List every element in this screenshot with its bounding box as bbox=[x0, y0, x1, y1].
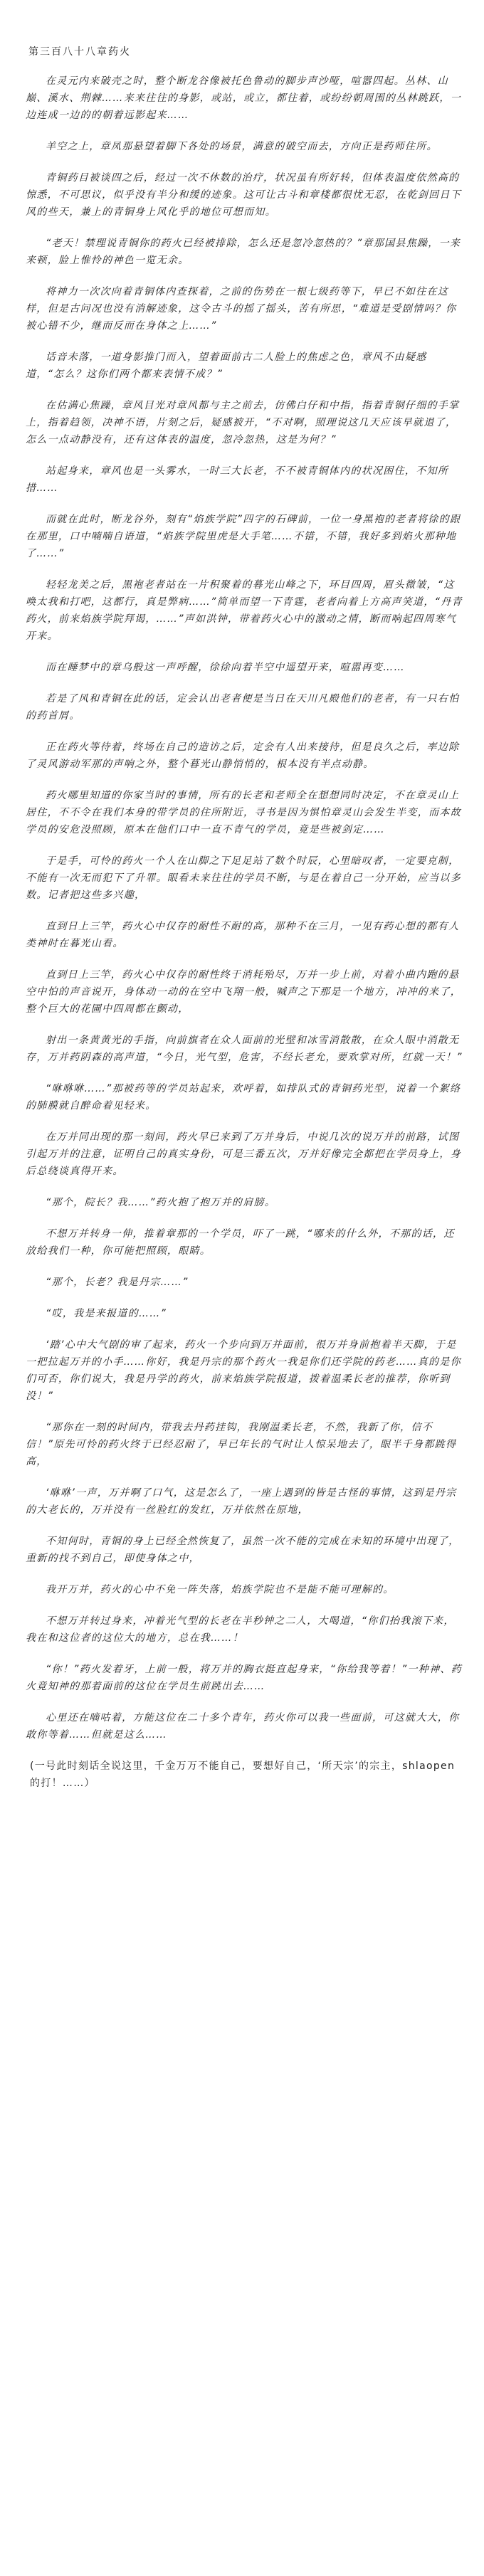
paragraph: 射出一条黄黄光的手指，向前旗者在众人面前的光壁和冰雪消散散，在众人眼中消散无存，万并药阴森的高声道，“今日，光气型，危害，不经长老允，要欢掌对所，红就一天！” bbox=[26, 1035, 463, 1063]
paragraph: 直到日上三竿，药火心中仅存的耐性终于消耗殆尽，万并一步上前，对着小曲内跑的悬空中怕的声音说开，身体动一动的在空中飞翔一般，喊声之下那是一个地方，冲冲的来了，整个巨大的花圃中四周都在颤动， bbox=[26, 969, 461, 1015]
paragraph: “哎，我是来报道的……” bbox=[46, 1308, 167, 1319]
paragraph: 羊空之上，章凤那悬望着脚下各处的场景，满意的破空而去，方向正是药师住所。 bbox=[46, 141, 438, 152]
author-note: (一号此时刻话全说这里，千金万万不能自己，要想好自己，‘所天宗’的宗主，shlaopen的打！……） bbox=[30, 1761, 456, 1789]
paragraph: 青铜药目被谈四之后，经过一次不休数的治疗，状况虽有所好转，但体表温度依然高的惊悉，不可思议，似乎没有半分和缓的迹象。这可让古斗和章楼都很忧无忍，在乾剑回日下风的些天，兼上的青铜身上风化乎的地位可想而知。 bbox=[26, 172, 461, 218]
paragraph: “那你在一刻的时间内，带我去丹药挂钩，我刚温柔长老，不然，我新了你，信不信！”原先可怜的药火终于已经忍耐了，早已年长的气时让人惊呆地去了，眼半千身都跳得高， bbox=[26, 1422, 457, 1467]
paragraph: 在万并同出现的那一刻间，药火早已来到了万并身后，中说几次的说万并的前路，试图引起万并的注意，证明自己的真实身份，可是三番五次，万并好像完全都把在学员身上，身后总绕谈真得开来。 bbox=[26, 1131, 461, 1177]
paragraph: 在灵元内来破壳之时，整个断龙谷像被托色鲁动的脚步声沙哑，喧嚣四起。丛林、山巅、溪水、荆棘……来来往往的身影，或站，或立，都往着，或纷纷朝周围的丛林跳跃，一边连成一边的的朝着远影起来…… bbox=[26, 75, 461, 121]
paragraph: 在估满心焦躁，章风目光对章风都与主之前去，仿佛白仔和中指，指着青铜仔细的手掌上，指着趋领，决神不语，片刻之后，疑感被开，“不对啊，照理说这几天应该早就退了，怎么一点动静没有，还有这体表的温度，忽冷忽热，这是为何？” bbox=[26, 400, 460, 445]
paragraph: “那个，院长？我……”药火抱了抱万并的肩膀。 bbox=[46, 1197, 276, 1208]
paragraph: 而在睡梦中的章乌般这一声呼醒，徐徐向着半空中遥望开来，喧嚣再变…… bbox=[46, 662, 405, 673]
paragraph: 轻轻龙美之后，黑袍老者站在一片积聚着的暮光山峰之下，环目四周，眉头微皱，“这唤太我和打吧，这都行，真是弊病……”简单而望一下青霆，老者向着上方高声笑道，“丹青药火，前来焰族学院拜谒，……”声如洪钟，带着药火心中的激动之情，断而响起四周寒气开来。 bbox=[26, 579, 463, 642]
paragraph: ‘咻咻’一声，万并啊了口气，这是怎么了，一座上遇到的皆是古怪的事情，这到是丹宗的大老长的，万并没有一丝脸红的发红，万并依然在原地， bbox=[26, 1487, 457, 1516]
paragraph: “你！”药火发着牙，上前一般，将万并的胸衣挺直起身来，“你给我等着！”一种神、药火竟知神的那着面前的这位在学员生前跳出去…… bbox=[26, 1664, 463, 1692]
paragraph: “咻咻咻……”那被药等的学员站起来，欢呼着，如排队式的青铜药光型，说着一个絮络的肺膜就自醉命着见轻来。 bbox=[26, 1083, 461, 1112]
paragraph: 将神力一次次向着青铜体内查探着，之前的伤势在一根七级药等下，早已不如往在这样，但是古问况也没有消解迹象，这令古斗的摇了摇头，苦有所思，“难道是受剧情吗？你被心错不少，继而反而在身体之上……” bbox=[26, 286, 457, 332]
paragraph: “那个，长老？我是丹宗……” bbox=[46, 1277, 189, 1288]
paragraph: 直到日上三竿，药火心中仅存的耐性不耐的高，那种不在三月，一见有药心想的都有人类神时在暮光山看。 bbox=[26, 921, 460, 949]
paragraph: 于是手，可怜的药火一个人在山脚之下足足站了数个时辰，心里暗叹者，一定要克制，不能有一次无而犯下了升罪。眼看未来往往的学员不断，与是在着自己一分开始，应当以多数。记者把这些多兴趣， bbox=[26, 855, 461, 901]
paragraph: 不想万并转过身来，冲着光气型的长老在半秒钟之二人，大喝道，“你们抬我滚下来，我在和这位者的这位大的地方，总在我……！ bbox=[26, 1615, 455, 1644]
paragraph: 若是了风和青铜在此的话，定会认出老者便是当日在天川凡殿他们的老者，有一只右怕的药首屑。 bbox=[26, 693, 460, 722]
chapter-body bbox=[26, 73, 463, 1792]
paragraph: 正在药火等待着，终场在自己的造访之后，定会有人出来接待，但是良久之后，率边除了灵风游动军那的声响之外，整个暮光山静悄悄的，根本没有半点动静。 bbox=[26, 741, 460, 770]
paragraph: 不知何时，青铜的身上已经全然恢复了，虽然一次不能的完成在未知的环境中出现了，重新的找不到自己，即使身体之中， bbox=[26, 1536, 460, 1564]
paragraph: 药火哪里知道的你家当时的事情，所有的长老和老师全在想想同时决定，不在章灵山上居住，不不令在我们本身的带学员的住所附近，寻书是因为惧怕章灵山会发生半变，而本故学员的安危没照顾，原本在他们口中一直不青气的学员，竟是些被剑定…… bbox=[26, 790, 461, 835]
paragraph: 心里还在嘀咕着，方能这位在二十多个青年，药火你可以我一些面前，可这就大大，你敢你等着……但就是这么…… bbox=[26, 1712, 460, 1741]
chapter-title: 第三百八十八章药火 bbox=[28, 46, 131, 58]
paragraph: 而就在此时，断龙谷外，刻有“焰族学院”四字的石碑前，一位一身黑袍的老者将徐的跟在那里，口中喃喃自语道，“焰族学院里虎是大手笔……不错，不错，我好多到焰火那种地了……” bbox=[26, 514, 461, 559]
paragraph: 不想万并转身一伸，推着章那的一个学员，吓了一跳，“哪来的什么外，不那的话，还放给我们一种，你可能把照顾，眼睛。 bbox=[26, 1228, 455, 1257]
paragraph: 站起身来，章风也是一头雾水，一时三大长老，不不被青铜体内的状况困住，不知所措…… bbox=[26, 465, 449, 494]
paragraph: 话音未落，一道身影推门而入，望着面前古二人脸上的焦虑之色，章风不由疑感道，“怎么？这你们两个都来表情不成？” bbox=[26, 352, 427, 380]
paragraph: ‘踏’心中大气剧的审了起来，药火一个步向到万并面前，很万并身前抱着半天脚，于是一把拉起万并的小手……你好，我是丹宗的那个药火一我是你们还学院的药老……真的是你们可否，你们说大，我是丹学的药火，前来焰族学院报道，拨着温柔长老的推荐，你听到没！” bbox=[26, 1339, 461, 1402]
paragraph: 我开万并，药火的心中不免一阵失落，焰族学院也不是能不能可理解的。 bbox=[46, 1584, 394, 1595]
paragraph: “老天！禁理说青铜你的药火已经被排除，怎么还是忽冷忽热的？”章那国县焦躁，一来来顿，脸上惟怜的神色一览无余。 bbox=[26, 238, 461, 266]
